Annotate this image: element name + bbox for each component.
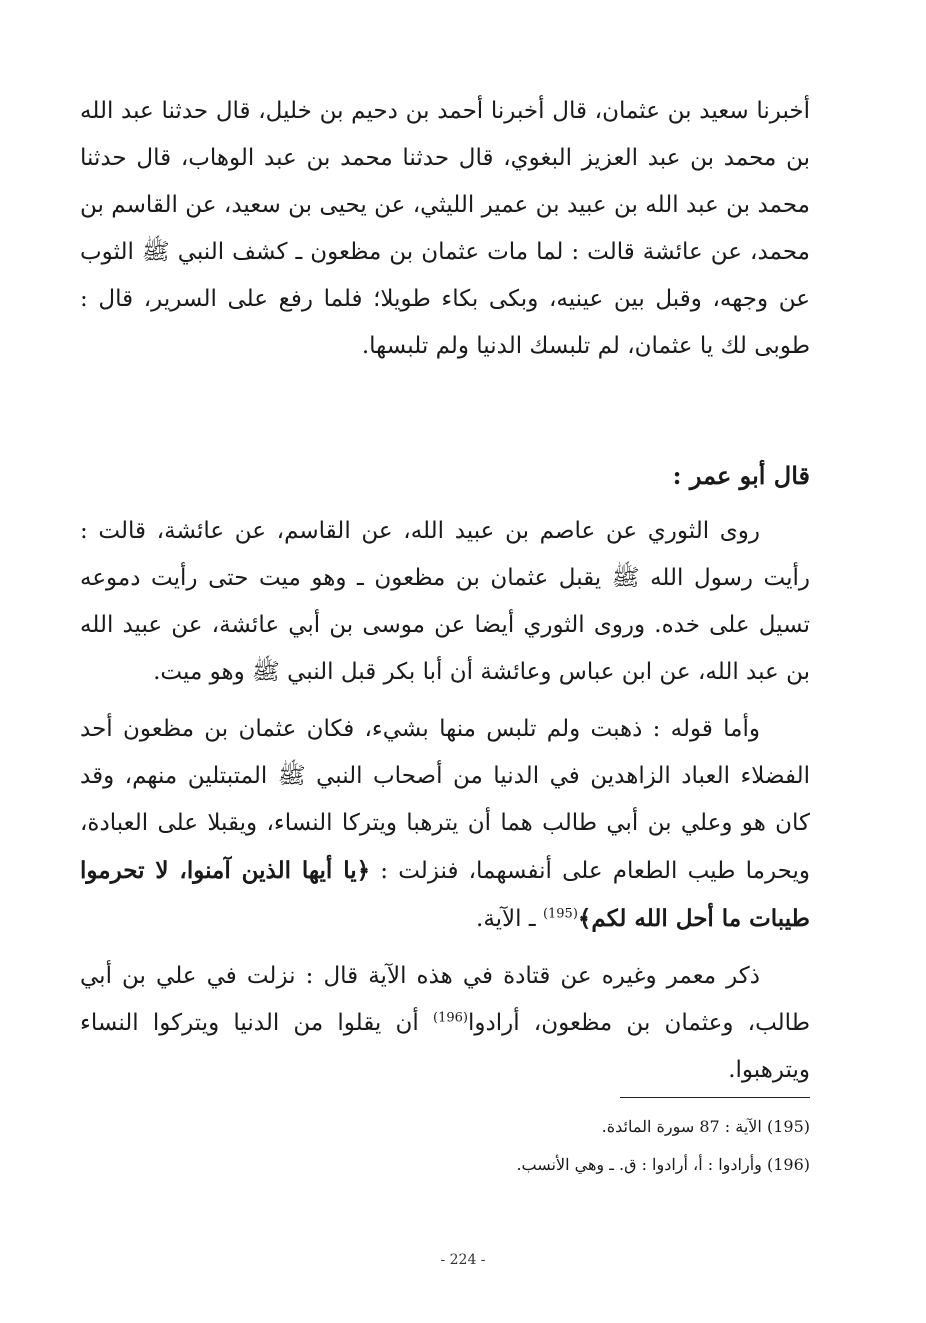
footnote-196: (196) وأرادوا : أ، أرادوا : ق. ـ وهي الأنسب. xyxy=(516,1155,810,1174)
paragraph-isnad: أخبرنا سعيد بن عثمان، قال أخبرنا أحمد بن دحيم بن خليل، قال حدثنا عبد الله بن محمد بن عبد العزيز البغوي، قال حدثنا محمد بن عبد الوهاب، قال حدثنا محمد بن عبد الله بن عبيد بن عمير الليثي، عن يحيى بن سعيد، عن القاسم بن محمد، عن عائشة قالت : لما مات عثمان بن مظعون ـ كشف النبي ﷺ الثوب عن وجهه، وقبل بين عينيه، وبكى بكاء طويلا؛ فلما رفع على السرير، قال : طوبى لك يا عثمان، لم تلبسك الدنيا ولم تلبسها. xyxy=(80,98,810,359)
footnote-divider xyxy=(620,1097,810,1098)
page-body xyxy=(80,88,810,1094)
paragraph-commentary-text: وأما قوله : ذهبت ولم تلبس منها بشيء، فكان عثمان بن مظعون أحد الفضلاء العباد الزاهدين في الدنيا من أصحاب النبي ﷺ المتبتلين منهم، وقد كان هو وعلي بن أبي طالب هما أن يترهبا ويتركا النساء، ويقبلا على العبادة، ويحرما طيب الطعام على أنفسهما، فنزلت : xyxy=(80,716,810,884)
section-heading: قال أبو عمر : xyxy=(672,461,810,490)
paragraph-qatada-tail: أن يقلوا من الدنيا ويتركوا النساء ويترهبوا. xyxy=(80,1010,810,1083)
footnote-195: (195) الآية : 87 سورة المائدة. xyxy=(601,1117,810,1136)
footnote-ref-196[interactable]: (196) xyxy=(432,1010,468,1026)
paragraph-qatada xyxy=(80,953,810,1094)
paragraph-qatada-text: ذكر معمر وغيره عن قتادة في هذه الآية قال : نزلت في علي بن أبي طالب، وعثمان بن مظعون، أرادوا xyxy=(80,963,810,1036)
paragraph-thawri: روى الثوري عن عاصم بن عبيد الله، عن القاسم، عن عائشة، قالت : رأيت رسول الله ﷺ يقبل عثمان بن مظعون ـ وهو ميت حتى رأيت دموعه تسيل على خده. وروى الثوري أيضا عن موسى بن أبي عائشة، عن عبيد الله بن عبد الله، عن ابن عباس وعائشة أن أبا بكر قبل النبي ﷺ وهو ميت. xyxy=(80,518,810,685)
footnotes xyxy=(210,1108,810,1184)
page-number: - 224 - xyxy=(440,1252,486,1268)
paragraph-commentary-tail: ـ الآية. xyxy=(476,906,543,932)
footnote-ref-195[interactable]: (195) xyxy=(542,906,578,922)
paragraph-commentary xyxy=(80,706,810,943)
quran-verse: ﴿يا أيها الذين آمنوا، لا تحرموا طيبات ما أحل الله لكم﴾ xyxy=(80,857,810,932)
